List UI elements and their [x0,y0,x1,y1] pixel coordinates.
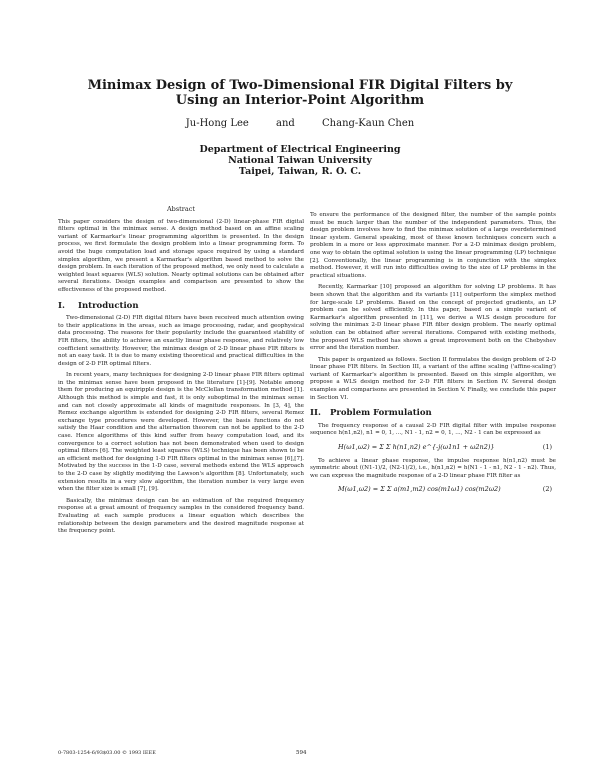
equation-2-number: (2) [542,485,552,494]
left-column [58,206,304,540]
author-line [60,118,540,129]
equation-1-number: (1) [542,443,552,452]
intro-paragraph-1: Two-dimensional (2-D) FIR digital filters have been received much attention owing to their applications in the areas, such as image processing, radar, and geophysical data processing. The reasons for their popularity include the guaranteed stability of FIR filters, the ability to achieve an exactly linear phase response, and relatively low coefficient sensitivity. However, the minimax design of 2-D linear phase FIR filters is not an easy task. It is due to many existing theoretical and practical difficulties in the design of 2-D FIR optimal filters. [58,315,304,367]
title-line-2: Using an Interior-Point Algorithm [175,93,425,108]
title-line-1: Minimax Design of Two-Dimensional FIR Digital Filters by [87,78,513,93]
formulation-paragraph-1: The frequency response of a causal 2-D FIR digital filter with impulse response sequence h(n1,n2), n1 = 0, 1, ..., N1 - 1, n2 = 0, 1, ..., N2 - 1 can be expressed as [310,422,556,437]
author-2: Chang-Kaun Chen [322,118,415,129]
paper-title [60,78,540,108]
right-paragraph-2: Recently, Karmarkar [10] proposed an algorithm for solving LP problems. It has been shown that the algorithm and its variants [11] outperform the simplex method for large-scale LP problems. Based on the concept of projected gradients, an LP problem can be solved efficiently. In this paper, based on a simple variant of Karmarkar's algorithm presented in [11], we derive a WLS design procedure for solving the minimax 2-D linear phase FIR filter design problem. The nearly optimal solution can be obtained after several iterations. Compared with existing methods, the proposed WLS method has shown a great improvement both on the Chebyshev error and the iteration number. [310,284,556,352]
equation-2-body: M(ω1,ω2) = Σ Σ a(m1,m2) cos(m1ω1) cos(m2ω2) [338,485,501,494]
copyright-footer: 0-7803-1254-6/93$03.00 © 1993 IEEE [58,750,156,756]
intro-paragraph-2: In recent years, many techniques for designing 2-D linear phase FIR filters optimal in the minimax sense have been proposed in the literature [1]-[9]. Notable among them for producing an equiripple design is the McClellan transformation method [1]. Although this method is simple and fast, it is only suboptimal in the minimax sense and can not closely approximate all kinds of magnitude responses. In [3, 4], the Remez exchange algorithm is extended for designing 2-D FIR filters, several Remez exchange type procedures were developed. However, the basis functions do not satisfy the Haar condition and the alternation theorem can not be applied to the 2-D case. Hence algorithms of this kind suffer from heavy computation load, and its convergence to a correct solution has not been demonstrated when used to design optimal filters [6]. The weighted least squares (WLS) technique has been shown to be an efficient method for designing 1-D FIR filters optimal in the minimax sense [6],[7]. Motivated by the success in the 1-D case, several methods extend the WLS approach to the 2-D case by slightly modifying the Lawson's algorithm [8]. Unfortunately, such extension results in a very slow algorithm, the iteration number is very large even when the filter size is small [7], [9]. [58,372,304,493]
section-2-number: II. [310,408,321,419]
page-number: 594 [296,750,307,756]
section-1-heading [58,300,304,311]
right-paragraph-1: To ensure the performance of the designed filter, the number of the sample points must be much larger than the number of the independent parameters. Thus, the design problem involves how to find the minimax solution of a large overdetermined linear system. General speaking, most of these known techniques concern such a problem in a more or less approximate manner. For a 2-D minimax design problem, one way to obtain the optimal solution is using the linear programming (LP) technique [2]. Conventionally, the linear programming is in conjunction with the simplex method. However, it will run into difficulties owing to the size of LP problems in the practical situations. [310,212,557,279]
section-2-title: Problem Formulation [330,408,432,419]
formulation-paragraph-2: To achieve a linear phase response, the impulse response h(n1,n2) must be symmetric about ((N1-1)/2, (N2-1)/2), i.e., h(n1,n2) = h(N1 - 1 - n1, N2 - 1 - n2). Thus, we can express the magnitude response of a 2-D linear phase FIR filter as [310,457,556,479]
section-1-number: I. [58,300,65,311]
right-paragraph-3: This paper is organized as follows. Section II formulates the design problem of 2-D linear phase FIR filters. In Section III, a variant of the affine scaling ('affine-scaling') variant of Karmarkar's algorithm is presented. Based on this simple algorithm, we propose a WLS design method for 2-D FIR filters in Section IV. Several design examples and comparisons are presented in Section V. Finally, we conclude this paper in Section VI. [310,356,556,401]
equation-1 [310,444,556,452]
affil-univ: National Taiwan University [228,155,372,166]
equation-1-body: H(ω1,ω2) = Σ Σ h(n1,n2) e^{-j(ω1n1 + ω2n2)} [338,443,495,452]
author-and: and [276,118,295,129]
affil-dept: Department of Electrical Engineering [199,144,401,155]
affil-city: Taipei, Taiwan, R. O. C. [238,166,362,177]
equation-2 [310,486,556,494]
affiliation [120,144,480,177]
section-1-title: Introduction [78,300,139,311]
abstract-text: This paper considers the design of two-dimensional (2-D) linear-phase FIR digital filters optimal in the minimax sense. A design method based on an affine scaling variant of Karmarkar's linear programming algorithm is presented. In the design process, we first formulate the design problem into a linear programming form. To avoid the huge computation load and storage space required by using a standard simplex algorithm, we present a Karmarkar's algorithm based method to solve the design problem. In each iteration of the proposed method, we only need to calculate a weighted least squares (WLS) solution. Nearly optimal solutions can be obtained after several iterations. Design examples and comparison are presented to show the effectiveness of the proposed method. [58,218,304,293]
author-1: Ju-Hong Lee [185,118,249,129]
right-column [310,212,556,500]
section-2-heading [310,410,556,418]
intro-paragraph-3: Basically, the minimax design can be an estimation of the required frequency response at a great amount of frequency samples in the considered frequency band. Evaluating at each sample produces a linear equation which describes the relationship between the design parameters and the desired magnitude response at the frequency point. [58,497,304,535]
abstract-heading: Abstract [166,205,196,213]
